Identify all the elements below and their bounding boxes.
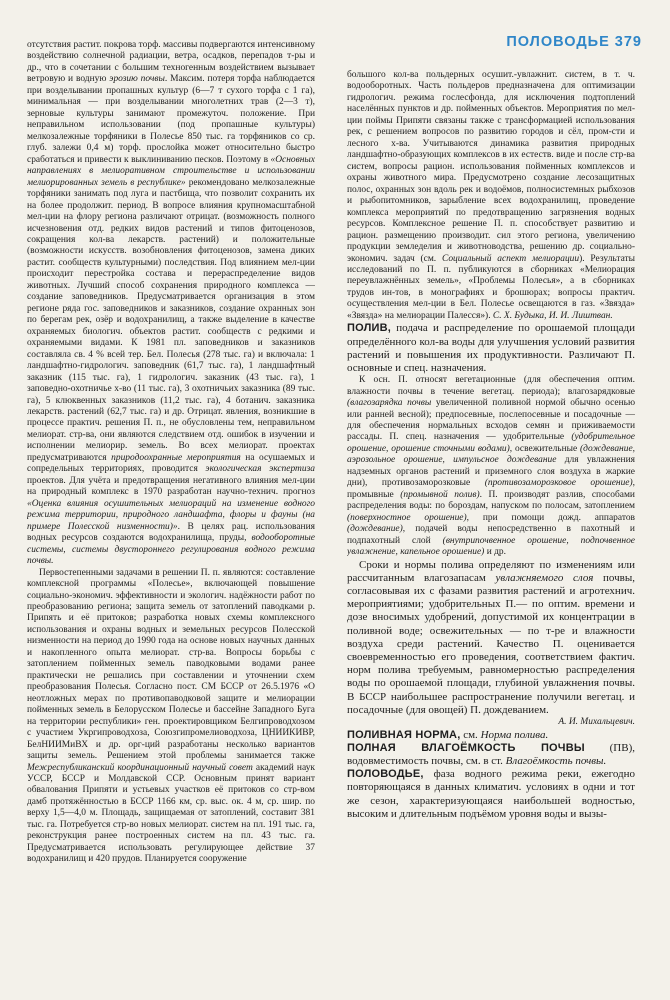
entry-poliv: ПОЛИВ, подача и распределение по орошаемой площади определённого кол-ва воды для улучшения условий развития растений и повышения их продуктивности. Различают П. основные и спец. назначения. xyxy=(347,322,635,374)
author-signature: А. И. Михальцевич. xyxy=(558,717,635,728)
entry-headword: ПОЛИВ, xyxy=(347,322,392,335)
section-title: ПОЛОВОДЬЕ xyxy=(506,34,610,50)
paragraph: отсутствия растит. покрова торф. массивы подвергаются интенсивному воздействию солнечной радиации, ветра, осадков, перепадов т-ры и др., что в сочетании с большим техногенным воздействием вызывает ветровую и водную эрозию почвы. Максим. потеря торфа наблюдается при возделывании пропашных культур (6—7 т сухого торфа с 1 га), минимальная — при возделывании многолетних трав (2—3 т), зерновые культуры занимают промежуточ. положение. При неправильном использовании (под пропашные культуры) мелкозалежные торфяники в Полесье 850 тыс. га торфяников со ср. глуб. залежи 0,4 м) торф. прослойка может относительно быстро сработаться и привести к выклиниванию песков. Поэтому в «Основных направлениях в мелиоративном строительстве и использовании мелиорированных земель в республике» рекомендовано мелкозалежные торфяники занимать под луга и пастбища, что позволит сохранить их на более продолжит. период. В вопросе влияния крупномасштабной мел-ции на флору региона различают отрицат. (возможность полного исчезновения отд. редких видов растений и типов фитоценозов, сокращения кол-ва лекарств. растений) и положительные (возможности искусств. возобновления фитоценозов, замена диких растит. сообществ культурными) последствия. Под влиянием мел-ции происходит перестройка состава и перераспределение видов животных. Лучший способ сохранения природного комплекса — создание заповедников. Предусматривается организация в этом регионе ряда гос. заповедников и заказников, создание охранных зон по берегам рек, озёр и водохранилищ, а также выделение в качестве охраняемых биологич. объектов растит. сообществ с редкими и охраняемыми видами. К 1981 пл. заповедников и заказников составляла св. 4 % всей тер. Бел. Полесья (278 тыс. га) и включала: 1 ландшафтно-гидрологич. заповедник (61,7 тыс. га), 1 ландшафтный заказник (115 тыс. га), 1 гидрологич. заказник (43 тыс. га), 1 заповедно-охотничье х-во (11 тыс. га), 3 охотничьих заказника (89 тыс. га), 5 клюквенных заказников (11,2 тыс. га), 4 ботанич. заказника лекарств. растений (62,7 тыс. га) и др. Отрицат. явления, возникшие в процессе практич. решения П. п., не обусловлены тем, неправильном мелиорат. стр-ва, они являются следствием отд. ошибок в изучении и исполнении мелиорир. земель. Во всех мелиорат. проектах предусматриваются природоохранные мероприятия на осушаемых и сопредельных территориях, проводится экологическая экспертиза проектов. Для учёта и предотвращения негативного влияния мел-ции на природный комплекс в 1970 разработан научно-технич. прогноз «Оценка влияния осушительных мелиораций на изменение водного режима территории, природного ландшафта, флоры и фауны (на примере Полесской низменности)». В целях рац. использования водных ресурсов создаются водохранилища, пруды, водооборотные системы, системы двустороннего регулирования водного режима почвы. xyxy=(27,40,315,567)
page-number: 379 xyxy=(614,34,642,50)
entry-headword: ПОЛОВОДЬЕ, xyxy=(347,768,424,781)
paragraph: К осн. П. относят вегетационные (для обеспечения оптим. влажности почвы в течение вегетац. периода); влагозарядковые (влагозарядка почвы увеличенной поливной нормой обычно осенью или ранней весной); предпосевные, послепосевные и посадочные — для обеспечения нормальных всходов семян и приживаемости рассады. П. спец. назначения — удобрительные (удобрительное орошение, орошение сточными водами), освежительные (дождевание, аэрозольное орошение, импульсное дождевание для увлажнения надземных органов растений и приземного слоя воздуха в жаркие дни), противозаморозковые (противозаморозковое орошение), промывные (промывной полив). П. производят разлив, способами распределения воды: по бороздам, напуском по полосам, затоплением (поверхностное орошение), при помощи дожд. аппаратов (дождевание), подачей воды непосредственно в пахотный и подпахотный слой (внутрипочвенное орошение, подпочвенное увлажнение, капельное орошение) и др. xyxy=(347,375,635,558)
entry-headword: ПОЛНАЯ ВЛАГОЁМКОСТЬ ПОЧВЫ xyxy=(347,741,585,754)
paragraph: Первостепенными задачами в решении П. п. являются: составление комплексной программы «Полесье», включающей повышение социально-экономич. эффективности и экологич. надёжности работ по преобразованию региона; защита земель от затоплений паводками р. Припять и её притоков; разработка новых схемы комплексного использования и охраны водных и земельных ресурсов Полесской низменности на период до 1990 года на основе новых научных данных и накопленного опыта мелиорат. стр-ва. Вопросы борьбы с затоплением пойменных земель паводковыми водами ранее практически не решались при составлении и уточнении схем преобразования Полесья. Согласно пост. СМ БССР от 26.5.1976 «О неотложных мерах по противопаводковой защите и мелиорации пойменных земель в Белорусском Полесье и бассейне Западного Буга на территории республики» ген. проектировщиком Белгипроводхозом с участием Укргипроводхоза, Союзгипромелиоводхоза, ЦНИИКИВР, БелНИИМиВХ и др. орг-ций разработаны несколько вариантов защиты земель. Решением этой проблемы занимается также Межреспубликанский координационный научный совет академий наук УССР, БССР и Молдавской ССР. Основным принят вариант обвалования Припяти и устьевых участков её притоков со стр-вом дамб протяжённостью в БССР 1166 км, ср. выс. ок. 4 м, ср. шир. по верху 1,5—4,0 м. Площадь, защищаемая от затоплений, составит 381 тыс. га. Потребуется стр-во новых мелиорат. систем на пл. 191 тыс. га, реконструкция ранее построенных систем на пл. 43 тыс. га. Предусматривается использовать регулирующее действие 37 водохранилищ и 420 прудов. Планируется сооружение xyxy=(27,567,315,865)
entry-headword: ПОЛИВНАЯ НОРМА, xyxy=(347,728,461,741)
right-column xyxy=(347,70,635,998)
paragraph: большого кол-ва польдерных осушит.-увлажнит. систем, в т. ч. водооборотных. Часть польдеров предназначена для оптимизации гидрологич. режима гослесфонда, для исключения подтоплений населённых пунктов и др. пойменных объектов. Мероприятия по мел-ции поймы Припяти связаны также с трансформацией использования рек, с решением вопросов по развитию городов и сёл, пром-сти и лесного х-ва. Учитываются динамика развития природных ландшафтно-образующих комплексов в их естеств. виде и после стр-ва систем, вопросы рацион. использования пойменных комплексов и охраны животного мира. Предусмотрено создание лесозащитных полос, охранных зон вдоль рек и водоёмов, полносистемных рыбхозов и рыбопитомников, зарыбление всех водохранилищ, проведение комплекса мероприятий по предотвращению загрязнения водных ресурсов. Комплексное решение П. п. способствует развитию и рацион. размещению производит. сил этого региона, увеличению продукции земледелия и животноводства, решению др. социально-экономич. задач (см. Социальный аспект мелиорации). Результаты исследований по П. п. публикуются в сборниках «Мелиорация переувлажнённых земель», «Проблемы Полесья», а в сборниках трудов ин-тов, в монографиях и брошюрах; вопросы практич. осуществления мел-ции в Бел. Полесье освещаются в газ. «Звязда» «Звязда» на мелиорации Палесся»). С. Х. Будыка, И. И. Лиштван. xyxy=(347,70,635,321)
entry-polivnaya-norma: ПОЛИВНАЯ НОРМА, см. Норма полива. ПОЛНАЯ ВЛАГОЁМКОСТЬ ПОЧВЫ (ПВ), водовместимость почвы, см. в ст. Влагоёмкость почвы. ПОЛОВОДЬЕ, фаза водного режима реки, ежегодно повторяющаяся в данных климатич. условиях в одни и тот же сезон, характеризующаяся наибольшей водностью, высоким и длительным подъёмом уровня воды и вызы- xyxy=(347,728,635,820)
entry-poliv-norms: Сроки и нормы полива определяют по изменениям или рассчитанным влагозапасам увлажняемого слоя почвы, согласовывая их с фазами развития растений и агротехнич. мероприятиями; удобрительных П.— по оптим. времени и дозе вносимых удобрений, допустимой их концентрации в поливной воде; освежительных — по т-ре и влажности воздуха среди растений. Качество П. оценивается своевременностью его проведения, соответствием фактич. норм полива требуемым, равномерностью распределения воды по орошаемой площади, глубиной увлажнения почвы. В БССР наибольшее распространение получили вегетац. и посадочные (для овощей) П. дождеванием. xyxy=(347,558,635,716)
left-column xyxy=(27,40,315,998)
